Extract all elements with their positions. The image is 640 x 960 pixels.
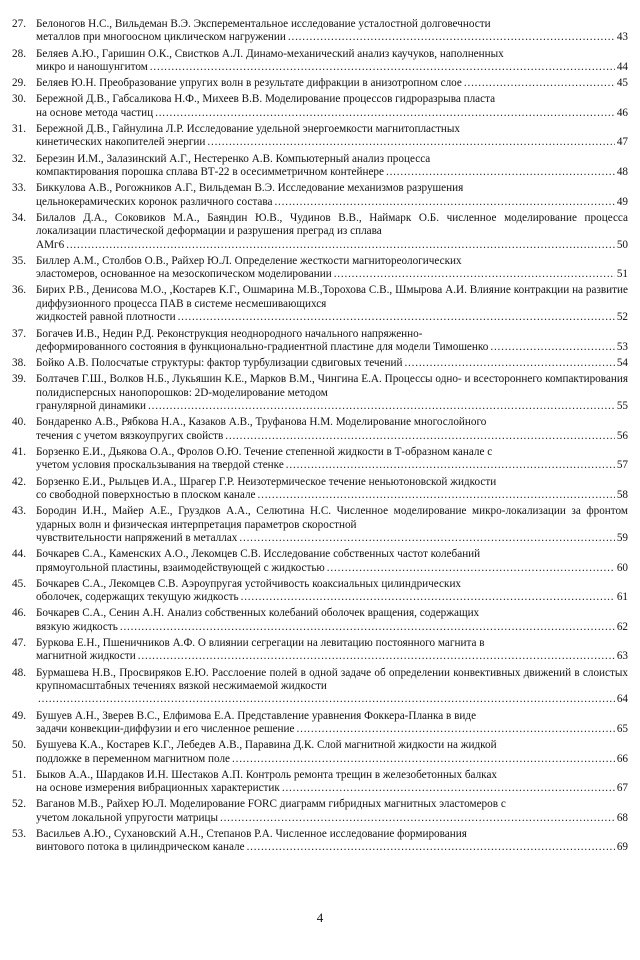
entry-number: 49. [12, 709, 26, 722]
entry-number: 40. [12, 416, 26, 429]
entry-last-line [36, 61, 628, 74]
entry-title: Биккулова А.В., Рогожников А.Г., Вильдеман В.Э. Исследование механизмов разрушения [36, 182, 464, 195]
dot-leader [225, 430, 615, 443]
entry-page-number: 57 [616, 459, 628, 472]
dot-leader [220, 812, 615, 825]
entry-title-end: микро и наношунгитом [36, 61, 148, 74]
entry-title-end: жидкостей равной плотности [36, 311, 176, 324]
entry-last-line [36, 621, 628, 634]
entry-body [36, 769, 628, 796]
entry-title-end: металлов при многоосном циклическом нагружении [36, 31, 286, 44]
contents-entry [12, 357, 628, 370]
dot-leader [66, 239, 615, 252]
entry-last-line [36, 812, 628, 825]
contents-entry [12, 328, 628, 355]
contents-entry [12, 416, 628, 443]
dot-leader [334, 268, 615, 281]
entry-title-end: на основе измерения вибрационных характеристик [36, 782, 280, 795]
entry-last-line [36, 400, 628, 413]
contents-entry [12, 769, 628, 796]
entry-body [36, 357, 628, 370]
entry-last-line [36, 782, 628, 795]
entry-number: 37. [12, 327, 26, 340]
entry-body [36, 416, 628, 443]
entry-last-line [36, 31, 628, 44]
dot-leader [274, 196, 614, 209]
entry-number: 31. [12, 123, 26, 136]
entry-body [36, 548, 628, 575]
entry-page-number: 55 [616, 400, 628, 413]
entry-last-line [36, 196, 628, 209]
entry-last-line [36, 459, 628, 472]
entry-body [36, 77, 628, 90]
entry-body [36, 798, 628, 825]
entry-body [36, 93, 628, 120]
entry-number: 46. [12, 607, 26, 620]
contents-entry [12, 182, 628, 209]
dot-leader [464, 77, 615, 90]
entry-page-number: 69 [616, 841, 628, 854]
entry-title-end: гранулярной динамики [36, 400, 147, 413]
entry-title: Бурмашева Н.В., Просвиряков Е.Ю. Расслоение полей в одной задаче об определении конвективных движений в слоистых крупномасштабных течениях вязкой несжимаемой жидкости [36, 666, 628, 693]
entry-title-end: эластомеров, основанное на мезоскопическом моделировании [36, 268, 332, 281]
dot-leader [247, 841, 615, 854]
dot-leader [138, 650, 615, 663]
entry-body [36, 284, 628, 324]
entry-body [36, 637, 628, 664]
entry-last-line [36, 562, 628, 575]
entry-page-number: 67 [616, 782, 628, 795]
entry-body [36, 607, 628, 634]
contents-entry [12, 578, 628, 605]
entry-number: 38. [12, 357, 26, 370]
entry-page-number: 60 [616, 561, 628, 574]
entry-title: Бушуев А.Н., Зверев В.С., Елфимова Е.А. Представление уравнения Фоккера-Планка в виде [36, 709, 477, 722]
entry-body [36, 710, 628, 737]
entry-page-number: 49 [616, 195, 628, 208]
contents-entry [12, 798, 628, 825]
entry-page-number: 51 [616, 268, 628, 281]
entry-title: Борзенко Е.И., Дьякова О.А., Фролов О.Ю. Течение степенной жидкости в Т-образном канале с [36, 445, 493, 458]
entry-page-number: 64 [616, 693, 628, 706]
entry-title: Бирих Р.В., Денисова М.О., ,Костарев К.Г., Ошмарина М.В.,Торохова С.В., Шмырова А.И. Влияние контракции на развитие диффузионного процесса ПАВ в системе несмешивающихся [36, 284, 628, 310]
entry-number: 41. [12, 445, 26, 458]
entry-page-number: 66 [616, 752, 628, 765]
entry-title-end: магнитной жидкости [36, 650, 136, 663]
entry-last-line [36, 239, 628, 252]
entry-page-number: 43 [616, 31, 628, 44]
dot-leader [239, 532, 614, 545]
page-number: 4 [316, 910, 324, 925]
entry-body [36, 505, 628, 545]
entry-body [36, 48, 628, 75]
contents-entry [12, 255, 628, 282]
entry-title: Болтачев Г.Ш., Волков Н.Б., Лукьяшин К.Е., Марков В.М., Чингина Е.А. Процессы одно- и всестороннего компактирования полидисперсных нанопорошков: 2D-моделирование методом [36, 373, 628, 399]
entry-page-number: 58 [616, 488, 628, 501]
entry-last-line [36, 136, 628, 149]
entry-title: Бушуева К.А., Костарев К.Г., Лебедев А.В., Паравина Д.К. Слой магнитной жидкости на жидкой [36, 739, 497, 752]
entry-number: 52. [12, 798, 26, 811]
entry-page-number: 62 [616, 620, 628, 633]
entry-last-line [36, 357, 628, 370]
entry-title: Беляев А.Ю., Гаришин О.К., Свистков А.Л. Динамо-механический анализ каучуков, наполненных [36, 47, 504, 60]
contents-entry [12, 284, 628, 324]
entry-last-line [36, 430, 628, 443]
dot-leader [288, 31, 615, 44]
entry-last-line [36, 753, 628, 766]
entry-number: 28. [12, 47, 26, 60]
entry-title-end: АМг6 [36, 238, 65, 251]
entry-title-end: Бойко А.В. Полосчатые структуры: фактор турбулизации сдвиговых течений [36, 357, 403, 370]
entry-title: Билалов Д.А., Соковиков М.А., Баяндин Ю.В., Чудинов В.В., Наймарк О.Б. численное моделирование процесса локализации пластической деформации и разрушения преград из сплава [36, 211, 628, 238]
entry-number: 29. [12, 77, 26, 90]
entry-title-end: компактирования порошка сплава ВТ-22 в осесимметричном контейнере [36, 166, 384, 179]
entry-last-line [36, 841, 628, 854]
entry-title: Бережной Д.В., Габсаликова Н.Ф., Михеев В.В. Моделирование процессов гидроразрыва пласта [36, 93, 496, 106]
entry-body [36, 667, 628, 707]
entry-title-end: задачи конвекции-диффузии и его численное решение [36, 723, 295, 736]
entry-number: 51. [12, 768, 26, 781]
entry-body [36, 18, 628, 45]
entry-body [36, 446, 628, 473]
dot-leader [386, 166, 615, 179]
entry-title-end: цельнокерамических коронок различного состава [36, 195, 273, 208]
entry-last-line [36, 77, 628, 90]
entry-number: 48. [12, 666, 26, 679]
entry-page-number: 63 [616, 650, 628, 663]
contents-entry [12, 123, 628, 150]
entry-last-line [36, 489, 628, 502]
entry-title: Биллер А.М., Столбов О.В., Райхер Ю.Л. Определение жесткости магнитореологических [36, 254, 462, 267]
entry-title: Ваганов М.В., Райхер Ю.Л. Моделирование FORC диаграмм гибридных магнитных эластомеров с [36, 798, 506, 811]
entry-page-number: 45 [616, 77, 628, 90]
dot-leader [120, 621, 615, 634]
entry-page-number: 44 [616, 61, 628, 74]
dot-leader [258, 489, 615, 502]
entry-title: Бережной Д.В., Гайнулина Л.Р. Исследование удельной энергоемкости магнитопластных [36, 123, 460, 136]
dot-leader [490, 341, 614, 354]
entry-page-number: 50 [616, 238, 628, 251]
entry-title-end: вязкую жидкость [36, 620, 118, 633]
entry-title: Буркова Е.Н., Пшеничников А.Ф. О влиянии сегрегации на левитацию постоянного магнита в [36, 637, 485, 649]
entry-last-line [36, 532, 628, 545]
entry-title-end: учетом локальной упругости матрицы [36, 811, 218, 824]
entry-number: 42. [12, 475, 26, 488]
entry-page-number: 52 [616, 311, 628, 324]
contents-entry [12, 153, 628, 180]
entry-title: Бочкарев С.А., Сенин А.Н. Анализ собственных колебаний оболочек вращения, содержащих [36, 607, 480, 620]
entry-title: Васильев А.Ю., Сухановский А.Н., Степанов Р.А. Численное исследование формирования [36, 828, 467, 841]
entry-number: 33. [12, 182, 26, 195]
entry-page-number: 54 [616, 357, 628, 370]
entry-body [36, 212, 628, 252]
entry-last-line [36, 166, 628, 179]
contents-entry [12, 77, 628, 90]
dot-leader [178, 311, 615, 324]
contents-entry [12, 548, 628, 575]
entry-body [36, 153, 628, 180]
entry-title-end: течения с учетом вязкоупругих свойств [36, 429, 224, 442]
dot-leader [207, 136, 614, 149]
entry-last-line [36, 341, 628, 354]
entry-number: 39. [12, 373, 26, 386]
entry-title: Бочкарев С.А., Лекомцев С.В. Аэроупругая устойчивость коаксиальных цилиндрических [36, 577, 462, 590]
entry-title: Березин И.М., Залазинский А.Г., Нестеренко А.В. Компьютерный анализ процесса [36, 152, 431, 165]
entry-last-line [36, 591, 628, 604]
entry-body [36, 828, 628, 855]
dot-leader [282, 782, 615, 795]
entry-body [36, 739, 628, 766]
dot-leader [150, 61, 615, 74]
entry-number: 35. [12, 254, 26, 267]
entry-title: Бочкарев С.А., Каменских А.О., Лекомцев С.В. Исследование собственных частот колебаний [36, 548, 481, 561]
dot-leader [241, 591, 615, 604]
contents-entry [12, 667, 628, 707]
entry-page-number: 59 [616, 531, 628, 544]
dot-leader [38, 693, 615, 706]
contents-entry [12, 18, 628, 45]
contents-entry [12, 637, 628, 664]
entry-title: Быков А.А., Шардаков И.Н. Шестаков А.П. Контроль ремонта трещин в железобетонных балках [36, 768, 498, 781]
entry-body [36, 476, 628, 503]
entry-title: Бондаренко А.В., Рябкова Н.А., Казаков А.В., Труфанова Н.М. Моделирование многослойного [36, 416, 487, 429]
entry-last-line [36, 723, 628, 736]
contents-entry [12, 828, 628, 855]
entry-title-end: учетом условия проскальзывания на твердой стенке [36, 459, 284, 472]
contents-entry [12, 710, 628, 737]
dot-leader [404, 357, 614, 370]
entry-title-end: оболочек, содержащих текущую жидкость [36, 591, 239, 604]
entry-title: Борзенко Е.И., Рыльцев И.А., Шрагер Г.Р. Неизотермическое течение неньютоновской жидкости [36, 475, 497, 488]
entry-page-number: 65 [616, 723, 628, 736]
entry-number: 50. [12, 739, 26, 752]
entry-title: Белоногов Н.С., Вильдеман В.Э. Эксперементальное исследование усталостной долговечности [36, 18, 491, 30]
entry-title: Богачев И.В., Недин Р.Д. Реконструкция неоднородного начального напряженно- [36, 327, 423, 340]
entry-title-end: на основе метода частиц [36, 106, 154, 119]
contents-entry [12, 505, 628, 545]
entry-number: 27. [12, 18, 26, 30]
entry-title-end: деформированного состояния в функционально-градиентной пластине для модели Тимошенко [36, 340, 489, 353]
entry-number: 43. [12, 505, 26, 518]
entry-title-end: чувствительности напряжений в металлах [36, 531, 238, 544]
entry-number: 44. [12, 548, 26, 561]
entry-last-line [36, 268, 628, 281]
contents-list [12, 18, 628, 855]
entry-title: Бородин И.Н., Майер А.Е., Груздков А.А., Селютина Н.С. Численное моделирование микро-локализации за фронтом ударных волн и физическая интерпретация параметров скоростной [36, 505, 628, 531]
entry-title-end: Беляев Ю.Н. Преобразование упругих волн в результате дифракции в анизотропном слое [36, 77, 462, 90]
entry-body [36, 328, 628, 355]
entry-page-number: 68 [616, 811, 628, 824]
entry-number: 36. [12, 284, 26, 297]
entry-body [36, 255, 628, 282]
contents-entry [12, 739, 628, 766]
dot-leader [327, 562, 615, 575]
entry-last-line [36, 693, 628, 706]
entry-page-number: 48 [616, 166, 628, 179]
contents-entry [12, 373, 628, 413]
entry-number: 34. [12, 211, 26, 224]
entry-body [36, 578, 628, 605]
entry-number: 53. [12, 828, 26, 841]
entry-page-number: 53 [616, 340, 628, 353]
contents-entry [12, 607, 628, 634]
contents-entry [12, 93, 628, 120]
entry-last-line [36, 107, 628, 120]
entry-title-end: кинетических накопителей энергии [36, 136, 206, 149]
contents-entry [12, 48, 628, 75]
dot-leader [148, 400, 615, 413]
entry-title-end: винтового потока в цилиндрическом канале [36, 841, 245, 854]
contents-entry [12, 212, 628, 252]
entry-number: 30. [12, 93, 26, 106]
entry-page-number: 61 [616, 591, 628, 604]
dot-leader [297, 723, 615, 736]
entry-title-end: прямоугольной пластины, взаимодействующей с жидкостью [36, 561, 325, 574]
entry-title-end: подложке в переменном магнитном поле [36, 752, 231, 765]
entry-last-line [36, 650, 628, 663]
entry-last-line [36, 311, 628, 324]
dot-leader [155, 107, 615, 120]
entry-body [36, 182, 628, 209]
entry-page-number: 56 [616, 429, 628, 442]
dot-leader [286, 459, 615, 472]
contents-entry [12, 446, 628, 473]
entry-body [36, 123, 628, 150]
dot-leader [232, 753, 615, 766]
entry-number: 32. [12, 152, 26, 165]
entry-body [36, 373, 628, 413]
entry-title-end: со свободной поверхностью в плоском канале [36, 488, 256, 501]
contents-entry [12, 476, 628, 503]
entry-number: 47. [12, 637, 26, 649]
entry-page-number: 46 [616, 106, 628, 119]
entry-number: 45. [12, 577, 26, 590]
entry-page-number: 47 [616, 136, 628, 149]
